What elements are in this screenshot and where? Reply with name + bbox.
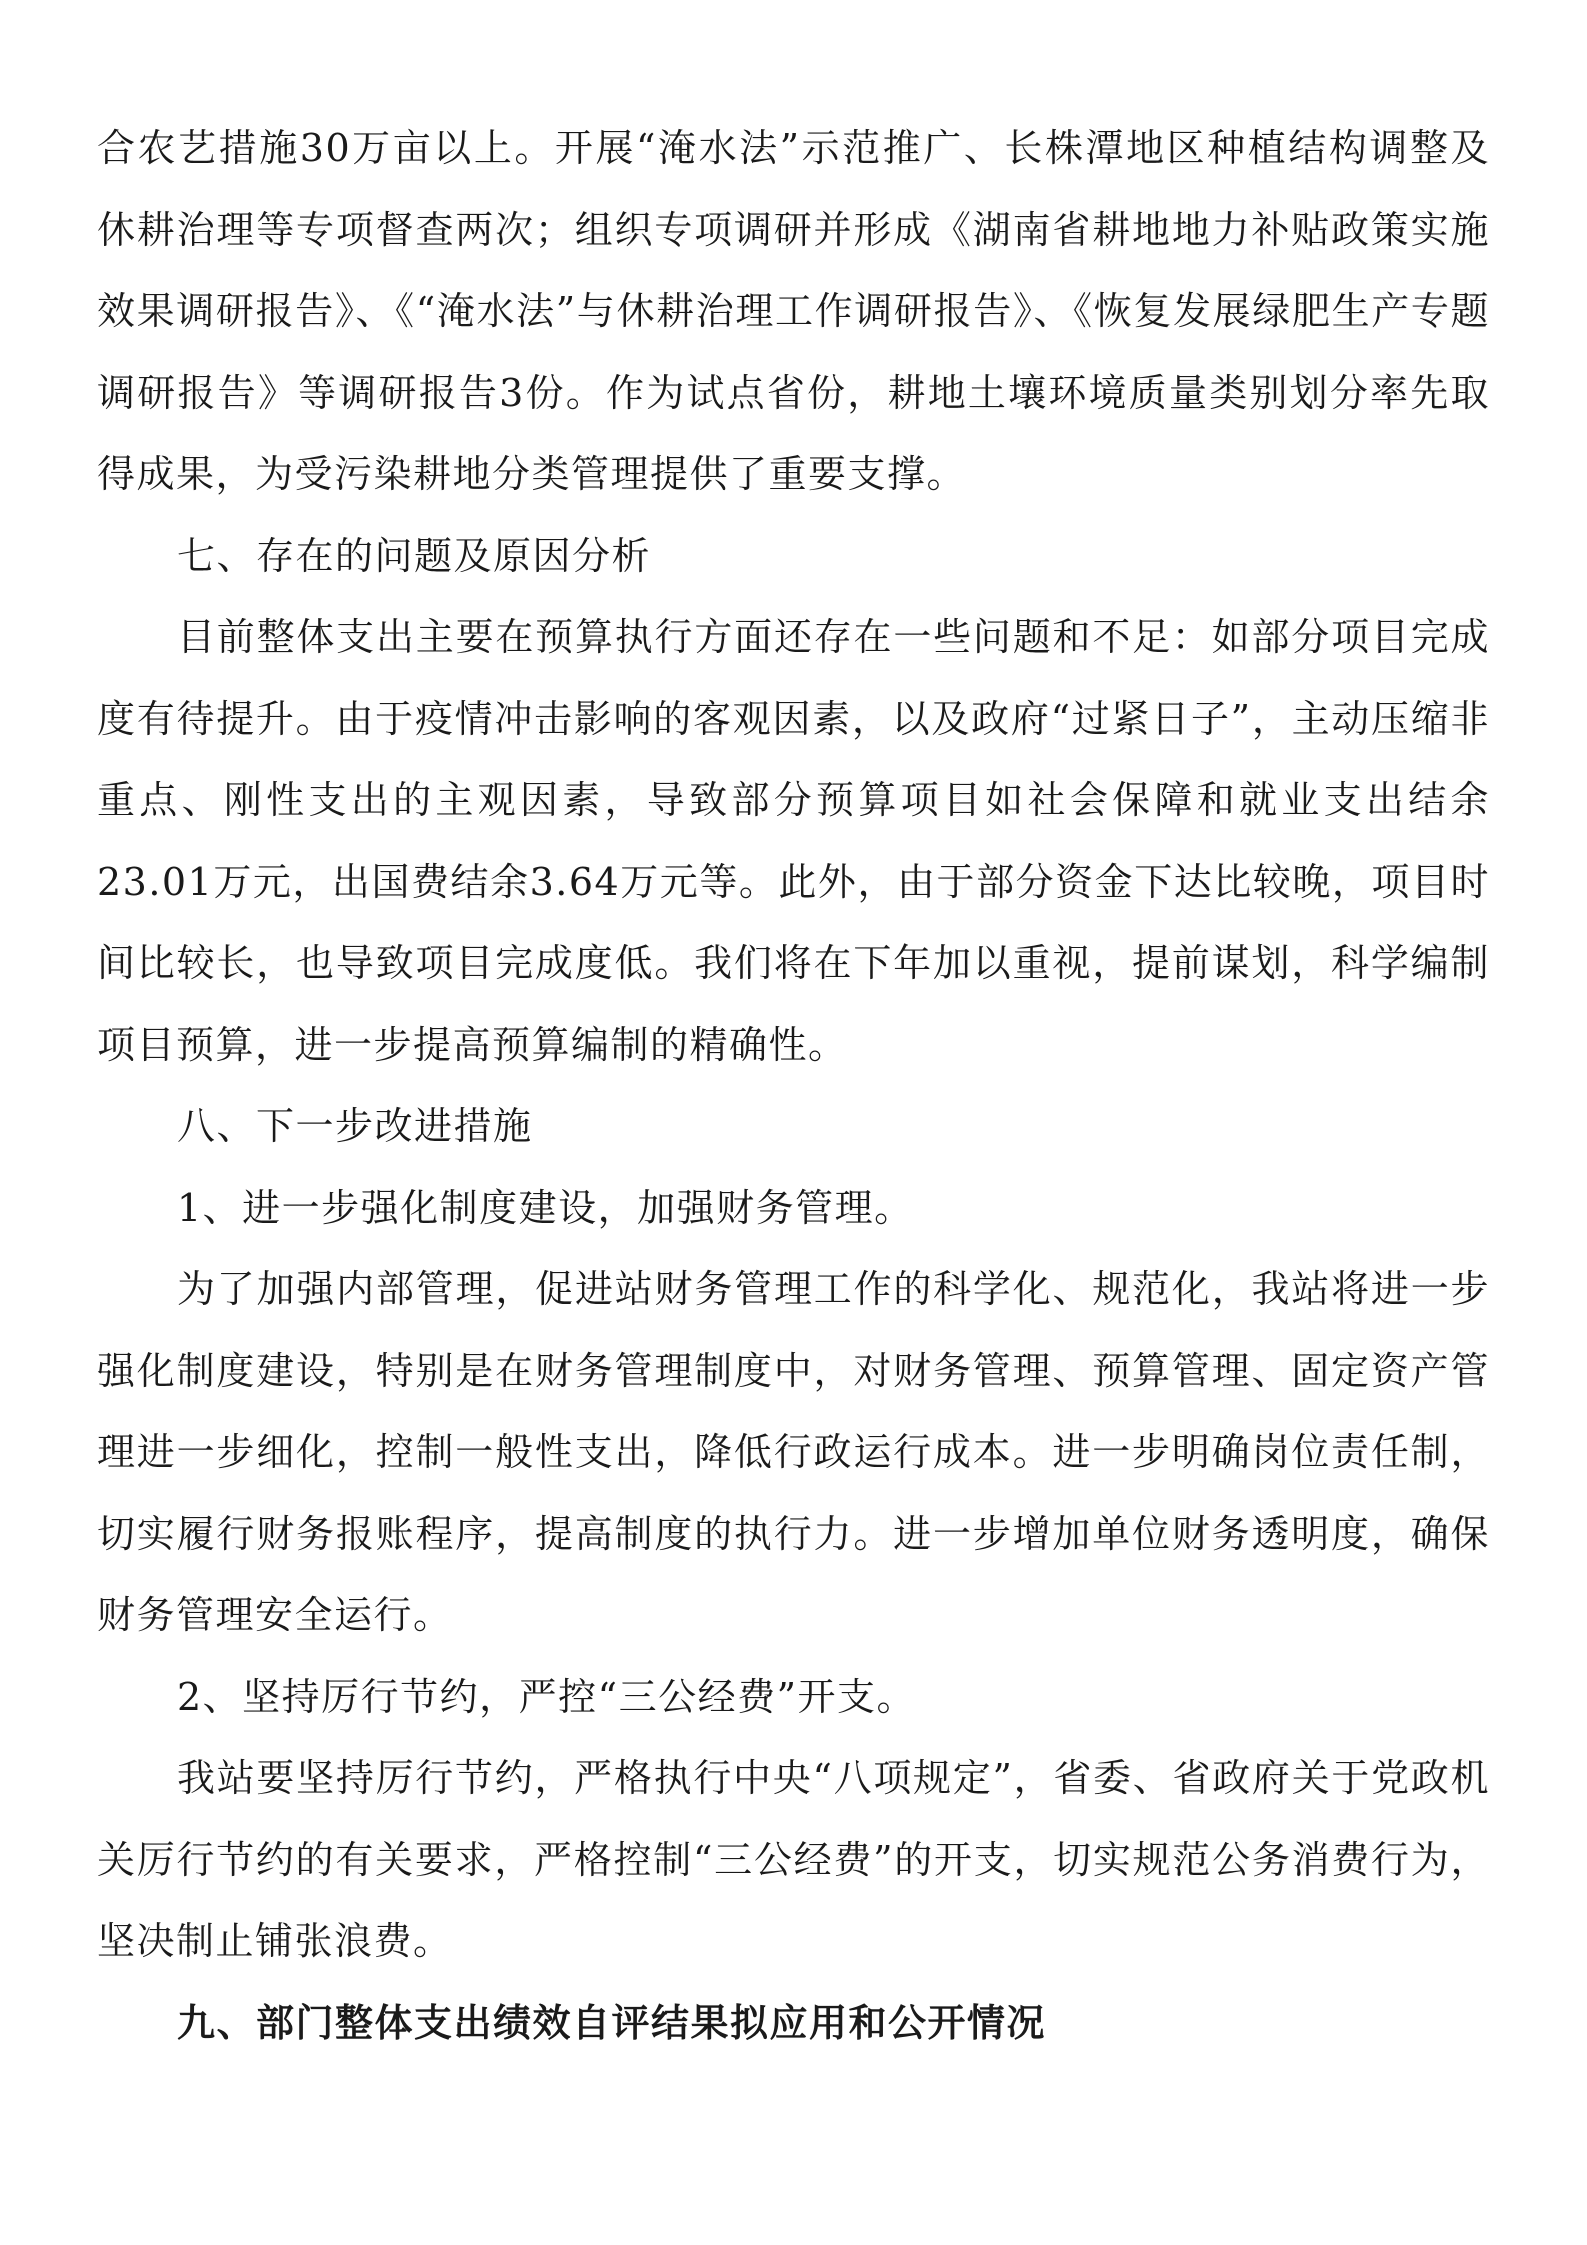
subheading-financial-management: 1、进一步强化制度建设，加强财务管理。 — [177, 1185, 914, 1230]
document-page — [97, 108, 1490, 2064]
paragraph-financial-management: 为了加强内部管理，促进站财务管理工作的科学化、规范化，我站将进一步强化制度建设，特别是在财务管理制度中，对财务管理、预算管理、固定资产管理进一步细化，控制一般性支出，降低行政运行成本。进一步明确岗位责任制，切实履行财务报账程序，提高制度的执行力。进一步增加单位财务透明度，确保财务管理安全运行。 — [97, 1267, 1490, 1637]
paragraph-soil-measures: 合农艺措施30万亩以上。开展“淹水法”示范推广、长株潭地区种植结构调整及休耕治理等专项督查两次；组织专项调研并形成《湖南省耕地地力补贴政策实施效果调研报告》、《“淹水法”与休耕治理工作调研报告》、《恢复发展绿肥生产专题调研报告》等调研报告3份。作为试点省份，耕地土壤环境质量类别划分率先取得成果，为受污染耕地分类管理提供了重要支撑。 — [97, 126, 1490, 496]
paragraph-problems: 目前整体支出主要在预算执行方面还存在一些问题和不足：如部分项目完成度有待提升。由于疫情冲击影响的客观因素，以及政府“过紧日子”，主动压缩非重点、刚性支出的主观因素，导致部分预算项目如社会保障和就业支出结余23.01万元，出国费结余3.64万元等。此外，由于部分资金下达比较晚，项目时间比较长，也导致项目完成度低。我们将在下年加以重视，提前谋划，科学编制项目预算，进一步提高预算编制的精确性。 — [97, 615, 1490, 1067]
subheading-frugality: 2、坚持厉行节约，严控“三公经费”开支。 — [177, 1674, 917, 1719]
paragraph-frugality: 我站要坚持厉行节约，严格执行中央“八项规定”，省委、省政府关于党政机关厉行节约的有关要求，严格控制“三公经费”的开支，切实规范公务消费行为，坚决制止铺张浪费。 — [97, 1756, 1490, 1963]
heading-improvement-measures: 八、下一步改进措施 — [177, 1104, 533, 1148]
heading-results-application: 九、部门整体支出绩效自评结果拟应用和公开情况 — [177, 2000, 1047, 2045]
heading-problems-analysis: 七、存在的问题及原因分析 — [177, 533, 652, 578]
